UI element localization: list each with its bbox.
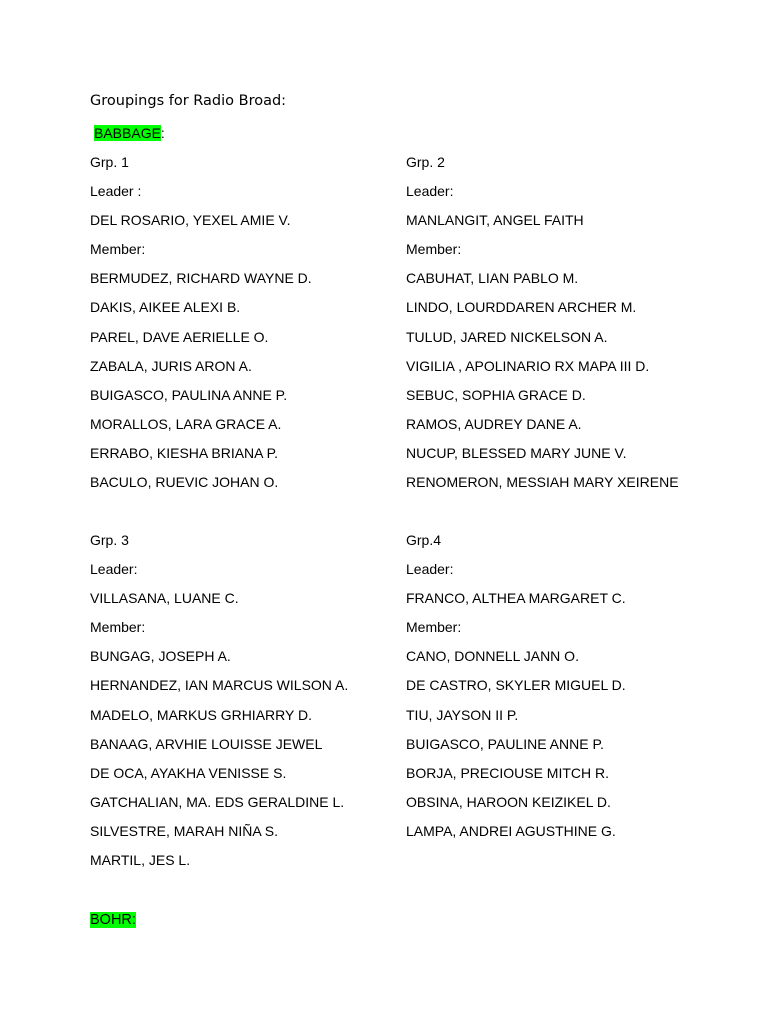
member-label: Member: — [90, 619, 146, 636]
leader-label: Leader: — [406, 561, 454, 578]
member-name: GATCHALIAN, MA. EDS GERALDINE L. — [90, 793, 345, 810]
member-name: HERNANDEZ, IAN MARCUS WILSON A. — [90, 677, 349, 694]
member-label: Member: — [90, 241, 146, 258]
member-name: VIGILIA , APOLINARIO RX MAPA III D. — [406, 357, 650, 374]
member-name: RAMOS, AUDREY DANE A. — [406, 415, 582, 432]
member-name: BANAAG, ARVHIE LOUISSE JEWEL — [90, 735, 323, 752]
leader-name: MANLANGIT, ANGEL FAITH — [406, 212, 584, 229]
group-name: Grp. 1 — [90, 154, 129, 170]
member-name: CABUHAT, LIAN PABLO M. — [406, 270, 579, 287]
member-name: ZABALA, JURIS ARON A. — [90, 357, 252, 374]
member-name: BUIGASCO, PAULINA ANNE P. — [90, 386, 288, 403]
member-name: DAKIS, AIKEE ALEXI B. — [90, 299, 241, 316]
member-name: BERMUDEZ, RICHARD WAYNE D. — [90, 270, 312, 287]
member-name: RENOMERON, MESSIAH MARY XEIRENE — [406, 474, 679, 491]
group-1 — [90, 153, 420, 502]
group-3 — [90, 531, 420, 880]
section-highlight-bohr: BOHR: — [90, 912, 136, 928]
section-colon: : — [160, 125, 165, 141]
member-name: TULUD, JARED NICKELSON A. — [406, 328, 608, 345]
section-heading-babbage — [94, 124, 165, 142]
member-name: LINDO, LOURDDAREN ARCHER M. — [406, 299, 637, 316]
document-title: Groupings for Radio Broad: — [90, 93, 287, 109]
section-heading-bohr — [90, 911, 136, 929]
member-name: TIU, JAYSON II P. — [406, 706, 519, 723]
leader-name: VILLASANA, LUANE C. — [90, 590, 239, 607]
leader-label: Leader: — [406, 183, 454, 200]
leader-label: Leader : — [90, 183, 142, 200]
member-name: MARTIL, JES L. — [90, 852, 191, 869]
section-highlight-babbage: BABBAGE — [94, 125, 161, 141]
leader-name: DEL ROSARIO, YEXEL AMIE V. — [90, 212, 291, 229]
member-name: MADELO, MARKUS GRHIARRY D. — [90, 706, 312, 723]
member-name: MORALLOS, LARA GRACE A. — [90, 415, 282, 432]
leader-label: Leader: — [90, 561, 138, 578]
member-name: BORJA, PRECIOUSE MITCH R. — [406, 764, 610, 781]
group-name: Grp. 2 — [406, 154, 445, 170]
member-name: PAREL, DAVE AERIELLE O. — [90, 328, 269, 345]
member-name: BACULO, RUEVIC JOHAN O. — [90, 474, 279, 491]
group-name: Grp.4 — [406, 532, 442, 548]
group-name: Grp. 3 — [90, 532, 129, 548]
member-name: LAMPA, ANDREI AGUSTHINE G. — [406, 822, 616, 839]
member-name: SILVESTRE, MARAH NIÑA S. — [90, 822, 279, 839]
member-name: ERRABO, KIESHA BRIANA P. — [90, 444, 279, 461]
group-4 — [406, 531, 736, 851]
member-name: OBSINA, HAROON KEIZIKEL D. — [406, 793, 611, 810]
member-name: DE OCA, AYAKHA VENISSE S. — [90, 764, 287, 781]
group-2 — [406, 153, 736, 502]
member-label: Member: — [406, 619, 462, 636]
member-name: SEBUC, SOPHIA GRACE D. — [406, 386, 586, 403]
member-name: BUIGASCO, PAULINE ANNE P. — [406, 735, 604, 752]
member-name: BUNGAG, JOSEPH A. — [90, 648, 231, 665]
leader-name: FRANCO, ALTHEA MARGARET C. — [406, 590, 626, 607]
member-label: Member: — [406, 241, 462, 258]
member-name: NUCUP, BLESSED MARY JUNE V. — [406, 444, 627, 461]
member-name: DE CASTRO, SKYLER MIGUEL D. — [406, 677, 626, 694]
member-name: CANO, DONNELL JANN O. — [406, 648, 579, 665]
